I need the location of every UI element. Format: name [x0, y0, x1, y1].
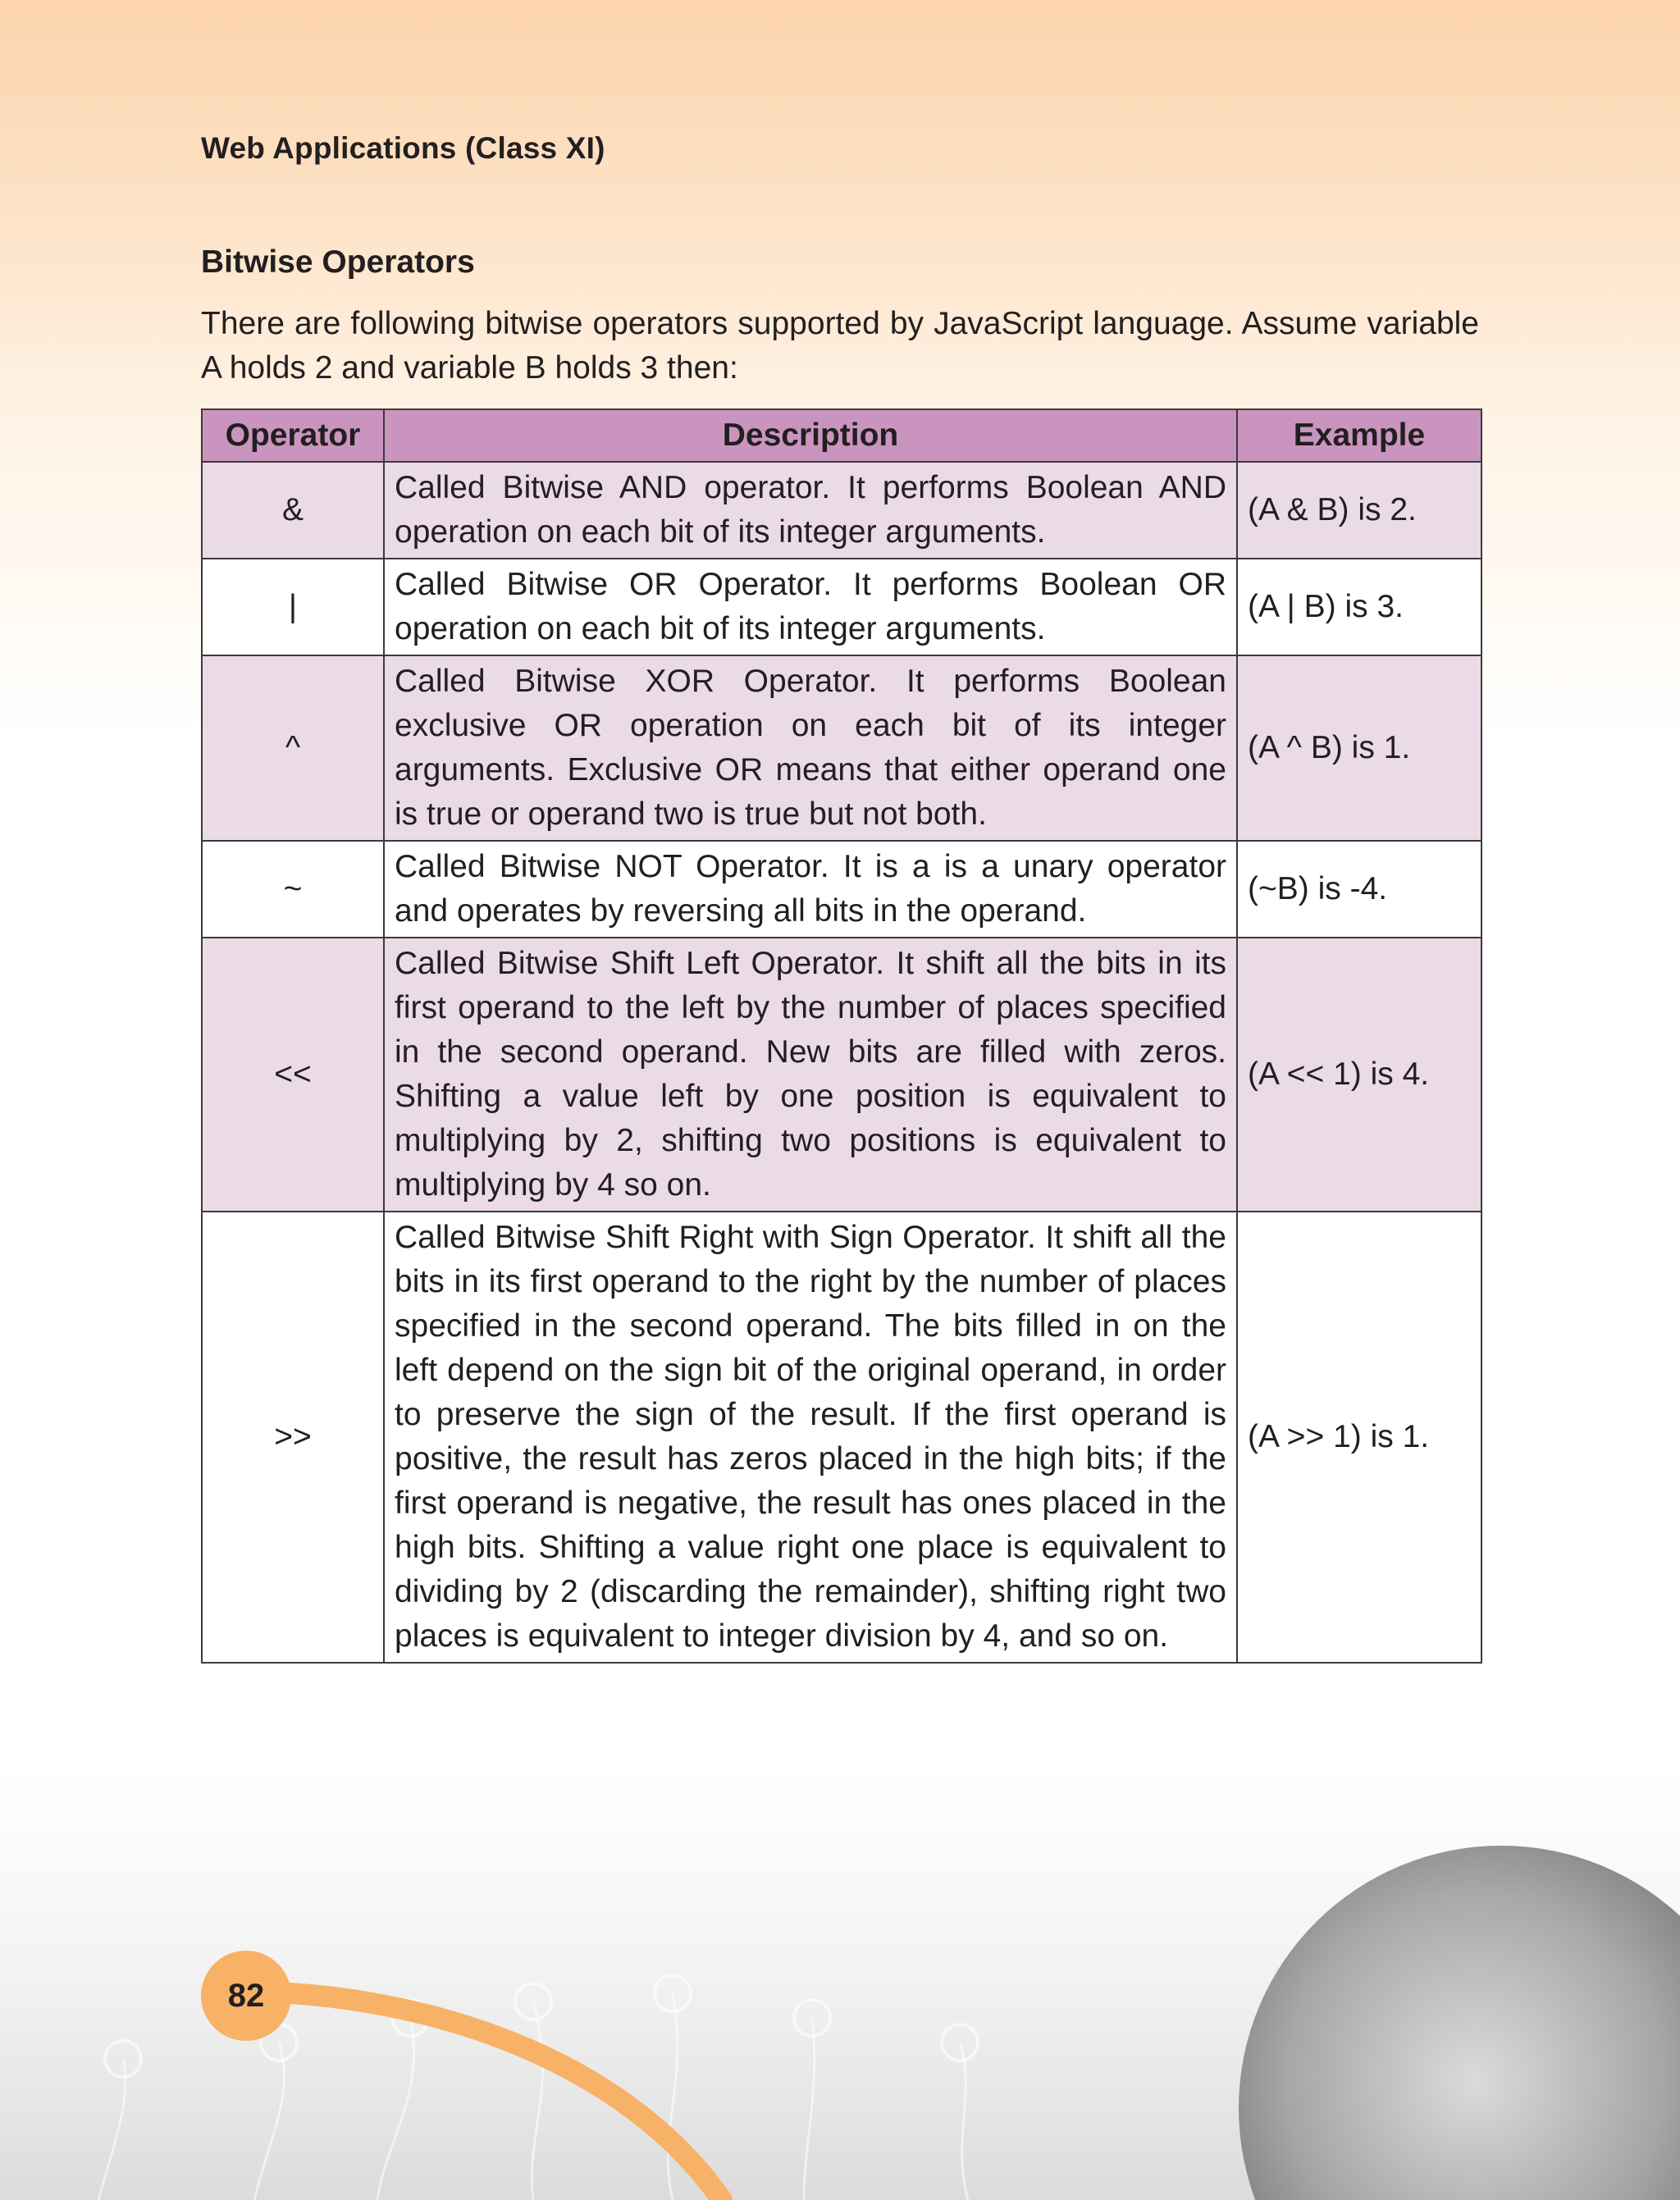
page-number-badge [201, 1951, 291, 2041]
table-row [202, 559, 1481, 655]
operator-cell: & [202, 462, 384, 559]
example-cell: (A | B) is 3. [1237, 559, 1481, 655]
column-header-example: Example [1237, 409, 1481, 462]
intro-paragraph: There are following bitwise operators supported by JavaScript language. Assume variable A holds 2 and variable B holds 3 then: [201, 306, 1479, 386]
section-title: Bitwise Operators [201, 244, 475, 280]
operator-cell: << [202, 938, 384, 1212]
table-row [202, 938, 1481, 1212]
column-header-description: Description [384, 409, 1237, 462]
column-header-operator: Operator [202, 409, 384, 462]
operator-cell: ^ [202, 655, 384, 841]
description-cell: Called Bitwise Shift Right with Sign Operator. It shift all the bits in its first operand to the right by the number of places specified in the second operand. The bits filled in on the left depend on the sign bit of the original operand, in order to preserve the sign of the result. If the first operand is positive, the result has zeros placed in the high bits; if the first operand is negative, the result has ones placed in the high bits. Shifting a value right one place is equivalent to dividing by 2 (discarding the remainder), shifting right two places is equivalent to integer division by 4, and so on. [384, 1212, 1237, 1663]
example-cell: (A ^ B) is 1. [1237, 655, 1481, 841]
operator-cell: >> [202, 1212, 384, 1663]
description-cell: Called Bitwise Shift Left Operator. It shift all the bits in its first operand to the left by the number of places specified in the second operand. New bits are filled with zeros. Shifting a value left by one position is equivalent to multiplying by 2, shifting two positions is equivalent to multiplying by 4 so on. [384, 938, 1237, 1212]
operator-cell: | [202, 559, 384, 655]
operator-cell: ~ [202, 841, 384, 938]
example-cell: (A >> 1) is 1. [1237, 1212, 1481, 1663]
bitwise-operators-table [201, 409, 1482, 1664]
page-number: 82 [227, 1977, 265, 2014]
description-cell: Called Bitwise OR Operator. It performs Boolean OR operation on each bit of its integer arguments. [384, 559, 1237, 655]
table-row [202, 462, 1481, 559]
table-row [202, 655, 1481, 841]
description-cell: Called Bitwise XOR Operator. It performs Boolean exclusive OR operation on each bit of its integer arguments. Exclusive OR means that either operand one is true or operand two is true but not both. [384, 655, 1237, 841]
example-cell: (A & B) is 2. [1237, 462, 1481, 559]
description-cell: Called Bitwise NOT Operator. It is a is a unary operator and operates by reversing all bits in the operand. [384, 841, 1237, 938]
running-header: Web Applications (Class XI) [201, 131, 605, 165]
table-row [202, 1212, 1481, 1663]
example-cell: (~B) is -4. [1237, 841, 1481, 938]
example-cell: (A << 1) is 4. [1237, 938, 1481, 1212]
table-row [202, 841, 1481, 938]
table-header-row [202, 409, 1481, 462]
description-cell: Called Bitwise AND operator. It performs Boolean AND operation on each bit of its integer arguments. [384, 462, 1237, 559]
